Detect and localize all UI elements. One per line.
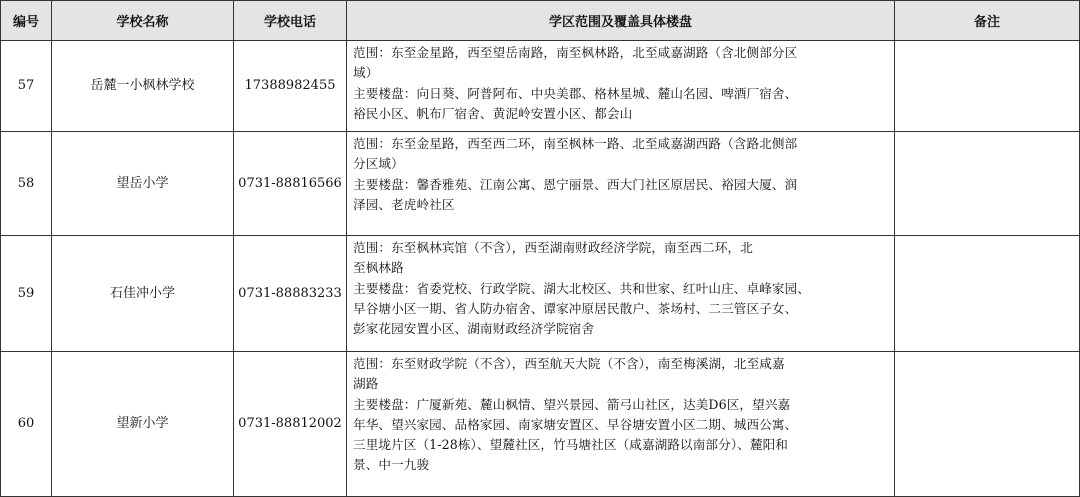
district-detail [347, 41, 895, 132]
header-district-scope: 学区范围及覆盖具体楼盘 [347, 1, 895, 41]
note-cell [895, 41, 1080, 132]
school-name: 岳麓一小枫林学校 [52, 41, 234, 132]
detail-line: 域） [353, 65, 379, 81]
header-number: 编号 [1, 1, 52, 41]
school-phone: 17388982455 [234, 41, 347, 132]
detail-line: 主要楼盘：向日葵、阿普阿布、中央美郡、格林星城、麓山名园、啤酒厂宿舍、 [353, 85, 798, 101]
detail-line: 裕民小区、帆布厂宿舍、黄泥岭安置小区、都会山 [353, 105, 633, 121]
table-row [1, 132, 1080, 236]
row-number: 58 [1, 132, 52, 236]
detail-line: 至枫林路 [353, 260, 404, 276]
detail-line: 三里垅片区（1-28栋）、望麓社区，竹马塘社区（咸嘉湖路以南部分）、麓阳和 [353, 437, 788, 453]
table-row [1, 236, 1080, 352]
header-school-phone: 学校电话 [234, 1, 347, 41]
district-detail [347, 132, 895, 236]
note-cell [895, 236, 1080, 352]
school-phone: 0731-88883233 [234, 236, 347, 352]
school-name: 石佳冲小学 [52, 236, 234, 352]
detail-line: 湖路 [353, 376, 379, 392]
school-phone: 0731-88812002 [234, 352, 347, 497]
header-note: 备注 [895, 1, 1080, 41]
table-header-row [1, 1, 1080, 41]
header-school-name: 学校名称 [52, 1, 234, 41]
note-cell [895, 352, 1080, 497]
note-cell [895, 132, 1080, 236]
detail-line: 范围：东至枫林宾馆（不含），西至湖南财政经济学院，南至西二环，北 [353, 240, 753, 255]
district-detail [347, 352, 895, 497]
detail-line: 泽园、老虎岭社区 [353, 196, 455, 212]
detail-line: 主要楼盘：馨香雅苑、江南公寓、恩宁丽景、西大门社区原居民、裕园大厦、润 [353, 176, 798, 192]
row-number: 59 [1, 236, 52, 352]
row-number: 57 [1, 41, 52, 132]
detail-line: 范围：东至财政学院（不含），西至航天大院（不含），南至梅溪湖，北至咸嘉 [353, 356, 785, 371]
detail-line: 范围：东至金星路，西至西二环，南至枫林一路、北至咸嘉湖西路（含路北侧部 [353, 136, 798, 151]
detail-line: 景、中一九骏 [353, 457, 430, 473]
detail-line: 早谷塘小区一期、省人防办宿舍、谭家冲原居民散户、茶场村、二三管区子女、 [353, 300, 798, 316]
school-phone: 0731-88816566 [234, 132, 347, 236]
detail-line: 彭家花园安置小区、湖南财政经济学院宿舍 [353, 321, 595, 337]
district-detail [347, 236, 895, 352]
detail-line: 范围：东至金星路，西至望岳南路，南至枫林路，北至咸嘉湖路（含北侧部分区 [353, 45, 798, 60]
detail-line: 主要楼盘：省委党校、行政学院、湖大北校区、共和世家、红叶山庄、卓峰家园、 [353, 280, 810, 296]
table-row [1, 352, 1080, 497]
detail-line: 年华、望兴家园、品格家园、南家塘安置区、早谷塘安置小区二期、城西公寓、 [353, 416, 798, 432]
row-number: 60 [1, 352, 52, 497]
school-name: 望岳小学 [52, 132, 234, 236]
detail-line: 分区域） [353, 156, 404, 172]
detail-line: 主要楼盘：广厦新苑、麓山枫情、望兴景园、箭弓山社区，达美D6区，望兴嘉 [353, 396, 791, 412]
table-row [1, 41, 1080, 132]
school-name: 望新小学 [52, 352, 234, 497]
